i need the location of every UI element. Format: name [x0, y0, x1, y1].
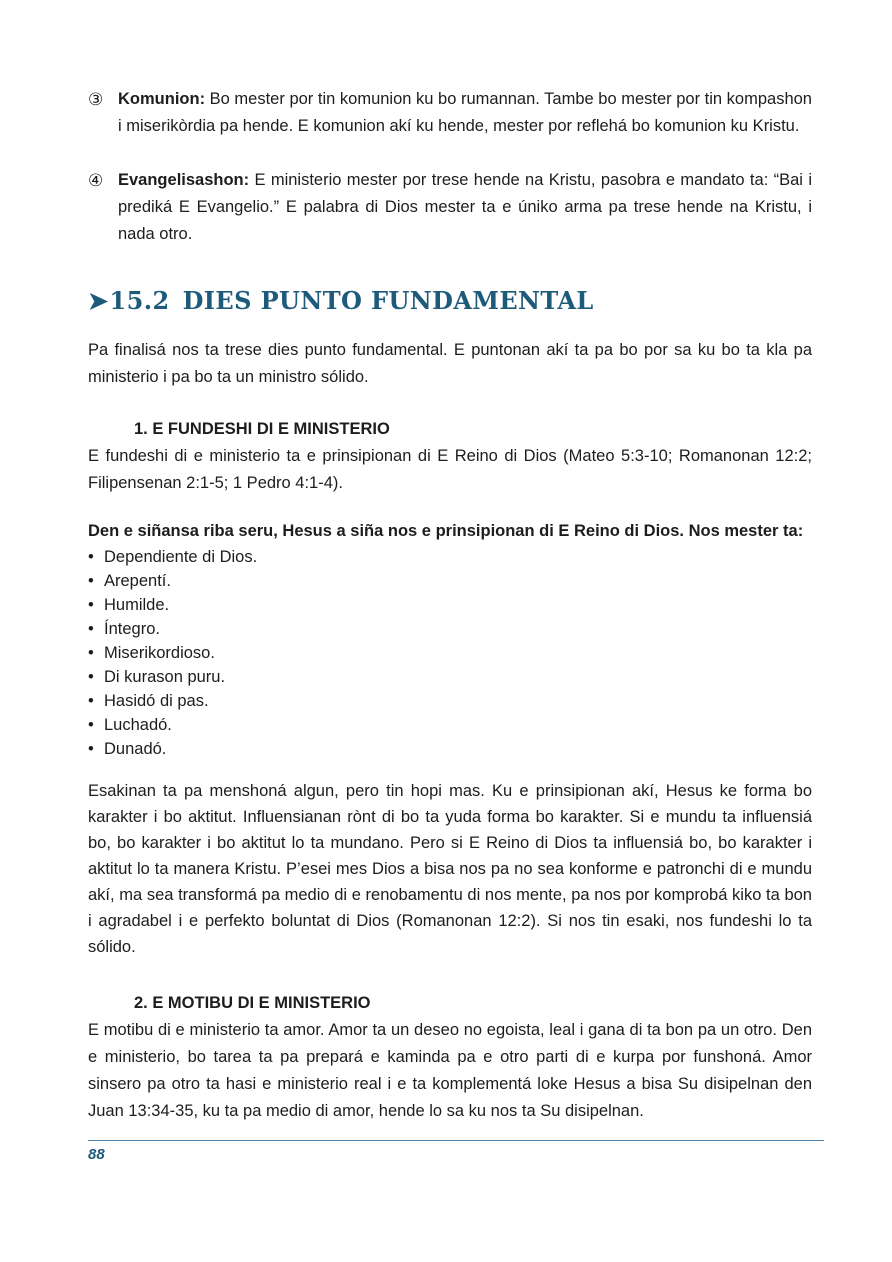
- item-body: Bo mester por tin komunion ku bo rumannan. Tambe bo mester por tin kompashon i miserikòrdia pa hende. E komunion akí ku hende, mester por reflehá bo komunion ku Kristu.: [118, 90, 812, 135]
- list-item-text: Luchadó.: [104, 716, 172, 734]
- page-footer: [88, 1140, 812, 1163]
- subsection-2-body: E motibu di e ministerio ta amor. Amor ta un deseo no egoista, leal i gana di ta bon pa un otro. Den e ministerio, bo tarea ta pa prepará e kaminda pa e otro parti di e kurpa por funshoná. Amor sinsero pa otro ta hasi e ministerio real i e ta komplementá loke Hesus a bisa Su disipelnan den Juan 13:34-35, ku ta pa medio di amor, hende lo sa ku nos ta Su disipelnan.: [88, 1021, 812, 1120]
- list-item: [88, 665, 812, 689]
- item-label: Evangelisashon:: [118, 171, 250, 189]
- bullet-icon: •: [88, 692, 94, 710]
- list-item: [88, 545, 812, 569]
- list-item-text: Humilde.: [104, 596, 170, 614]
- list-item: [88, 569, 812, 593]
- bullet-icon: •: [88, 572, 94, 590]
- bullet-icon: •: [88, 740, 94, 758]
- list-item: [88, 617, 812, 641]
- page-number: 88: [88, 1146, 105, 1163]
- numbered-item-text: [118, 167, 812, 248]
- list-item-text: Miserikordioso.: [104, 644, 215, 662]
- section-intro-paragraph: Pa finalisá nos ta trese dies punto fundamental. E puntonan akí ta pa bo por sa ku bo ta kla pa ministerio i pa bo ta un ministro sólido.: [88, 341, 812, 386]
- bullet-icon: •: [88, 596, 94, 614]
- footer-divider: [88, 1140, 824, 1141]
- list-item-text: Di kurason puru.: [104, 668, 226, 686]
- numbered-item-komunion: [88, 86, 812, 140]
- bullet-list-intro: Den e siñansa riba seru, Hesus a siña nos e prinsipionan di E Reino di Dios. Nos mester ta:: [88, 522, 804, 540]
- item-body: E ministerio mester por trese hende na Kristu, pasobra e mandato ta: “Bai i prediká E Evangelio.” E palabra di Dios mester ta e úniko arma pa trese hende na Kristu, i nada otro.: [118, 171, 812, 243]
- bullet-icon: •: [88, 620, 94, 638]
- numbered-item-text: [118, 86, 812, 140]
- principles-list: [88, 545, 812, 761]
- numbered-item-evangelisashon: [88, 167, 812, 248]
- list-item-text: Dependiente di Dios.: [104, 548, 258, 566]
- subsection-1-body: E fundeshi di e ministerio ta e prinsipionan di E Reino di Dios (Mateo 5:3-10; Romanonan 12:2; Filipensenan 2:1-5; 1 Pedro 4:1-4).: [88, 447, 812, 492]
- subsection-1-closing: Esakinan ta pa menshoná algun, pero tin hopi mas. Ku e prinsipionan akí, Hesus ke forma bo karakter i bo aktitut. Influensianan rònt di bo ta yuda forma bo karakter. Si e mundu ta influensiá bo, bo karakter i bo aktitut lo ta mundano. Pero si E Reino di Dios ta influensiá bo, bo karakter i aktitut lo ta manera Kristu. P’esei mes Dios a bisa nos pa no sea konforme e patronchi di e mundu akí, ma sea transformá pa medio di e renobamentu di nos mente, pa nos por komprobá kiko ta bon i agradabel i e perfekto boluntat di Dios (Romanonan 12:2). Si nos tin esaki, nos fundeshi lo ta sólido.: [88, 782, 812, 956]
- bullet-icon: •: [88, 548, 94, 566]
- list-item-text: Hasidó di pas.: [104, 692, 209, 710]
- item-label: Komunion:: [118, 90, 206, 108]
- bullet-icon: •: [88, 668, 94, 686]
- section-number: 15.2: [109, 286, 170, 315]
- subsection-heading-2: 2. E MOTIBU DI E MINISTERIO: [134, 994, 371, 1012]
- section-title: DIES PUNTO FUNDAMENTAL: [182, 286, 594, 315]
- bullet-icon: •: [88, 644, 94, 662]
- list-item-text: Dunadó.: [104, 740, 167, 758]
- bullet-icon: •: [88, 716, 94, 734]
- list-item: [88, 713, 812, 737]
- circled-three-icon: ③: [88, 90, 104, 109]
- section-heading: [88, 286, 812, 316]
- list-item: [88, 737, 812, 761]
- list-item-text: Íntegro.: [104, 620, 160, 638]
- subsection-heading-1: 1. E FUNDESHI DI E MINISTERIO: [134, 420, 390, 438]
- list-item-text: Arepentí.: [104, 572, 171, 590]
- arrow-right-icon: ➤: [88, 286, 109, 315]
- list-item: [88, 593, 812, 617]
- circled-four-icon: ④: [88, 171, 104, 190]
- list-item: [88, 641, 812, 665]
- list-item: [88, 689, 812, 713]
